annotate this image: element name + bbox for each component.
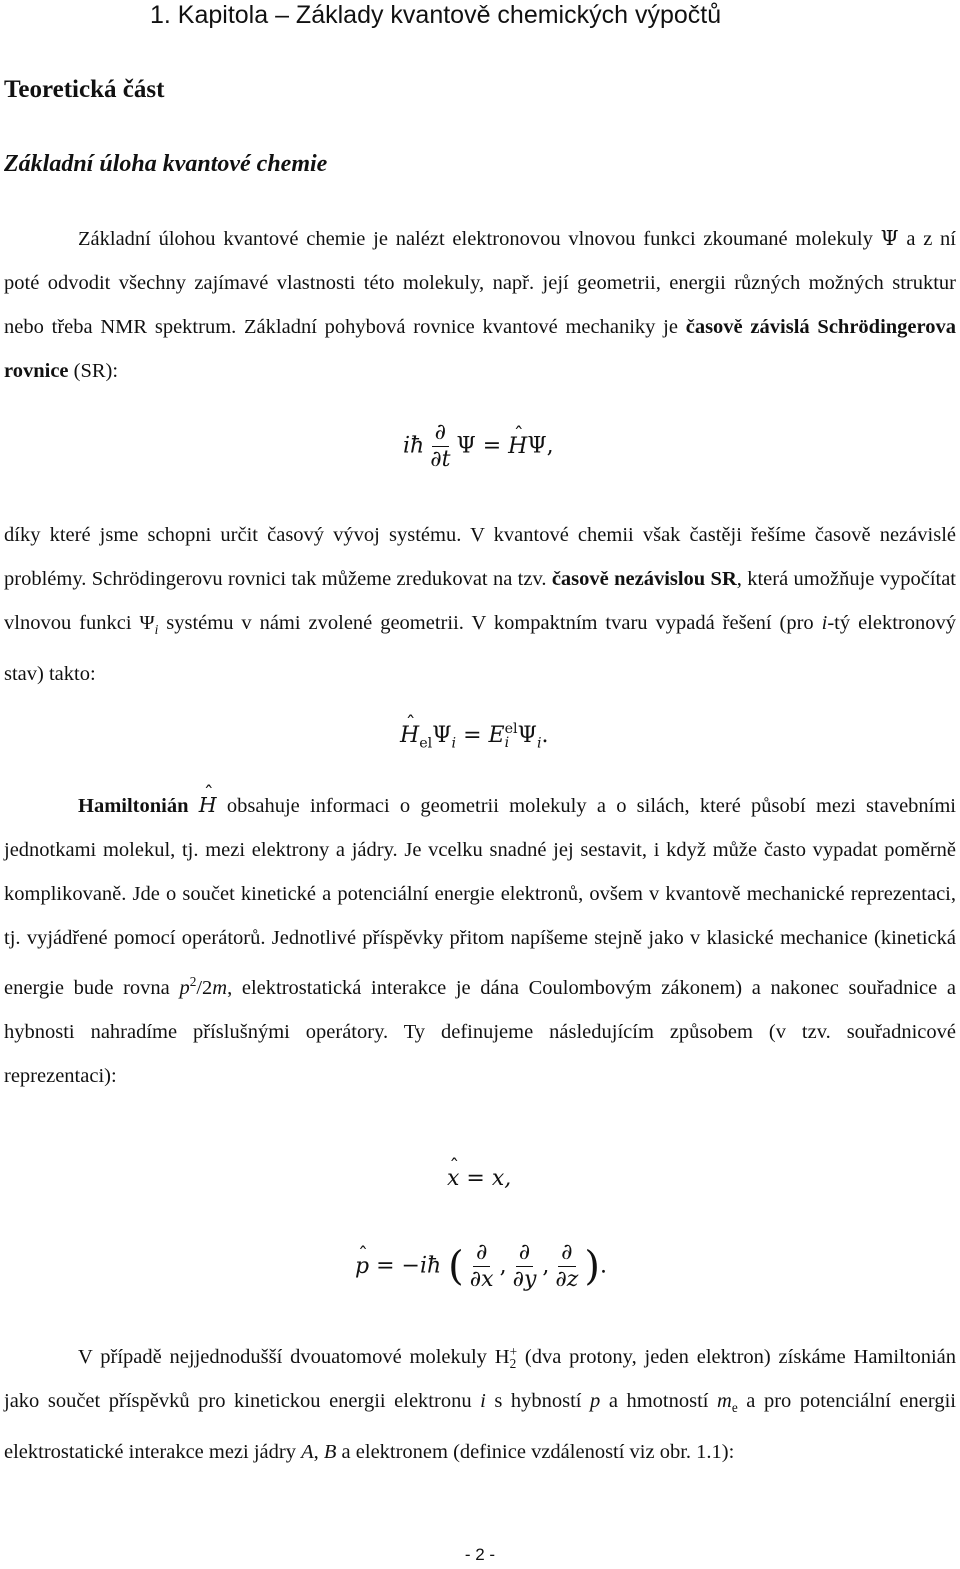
eq2-psi2: Ψ: [517, 723, 537, 748]
italic-A: A: [301, 1441, 314, 1464]
eq4-equals: = −iħ: [369, 1253, 449, 1279]
italic-p: p: [590, 1390, 601, 1412]
eq4-comma1: ,: [499, 1253, 507, 1279]
eq1-equals: =: [475, 433, 509, 459]
psi-symbol: Ψ: [880, 226, 899, 250]
eq4-num-z: ∂: [558, 1240, 575, 1267]
slash-2: /2: [196, 976, 213, 999]
eq2-tail: .: [541, 723, 549, 748]
eq2-hamiltonian: ˆ H: [400, 723, 419, 748]
eq2-energy: E: [488, 723, 505, 748]
eq1-denominator: ∂t: [430, 447, 451, 472]
eq4-comma2: ,: [542, 1253, 550, 1279]
paragraph-2: [4, 513, 956, 696]
eq2-psi: Ψ: [432, 723, 452, 748]
paragraph-4-text-d: a hmotností: [600, 1390, 718, 1412]
eq4-num-y: ∂: [516, 1240, 533, 1267]
h2-plus-ion: [494, 1344, 518, 1372]
psi-i-symbol: [139, 612, 159, 638]
equation-time-dependent-sr: [403, 420, 554, 473]
paragraph-2-text-c: systému v námi zvolené geometrii. V kompaktním tvaru vypadá řešení (pro: [158, 612, 822, 634]
paragraph-1-text-c: (SR):: [68, 360, 119, 382]
paragraph-2-text-a: díky které jsme schopni určit časový vývoj systému. V kvantové chemii však častěji řešíme časově nezávislé problémy. Schrödingerovu rovnici tak můžeme zredukovat na tzv.: [4, 524, 956, 590]
h2-symbol: H: [494, 1346, 510, 1368]
eq2-energy-indices: [505, 722, 518, 750]
superscript-2: 2: [189, 974, 197, 989]
eq3-rhs: x,: [491, 1166, 512, 1191]
eq1-psi: Ψ: [456, 433, 476, 459]
eq1-fraction: [427, 420, 453, 473]
paragraph-2-text-d: -tý elektronový stav) takto:: [4, 612, 956, 686]
eq2-sub-el: el: [419, 735, 433, 752]
chapter-title: 1. Kapitola – Základy kvantově chemických výpočtů: [150, 1, 722, 29]
comma-sep: ,: [313, 1441, 324, 1464]
paragraph-3-text-b: , elektrostatická interakce je dána Coulombovým zákonem) a nakonec souřadnice a hybnosti nahradíme příslušnými operátory. Ty definujeme následujícím způsobem (v tzv. souřadnicové reprezentaci):: [4, 976, 956, 1087]
paragraph-4-text-e: a pro potenciální energii elektrostatické interakce mezi jádry: [4, 1390, 956, 1464]
paragraph-2-text-b: , která umožňuje vypočítat vlnovou funkci: [4, 568, 957, 634]
italic-i: i: [821, 612, 828, 634]
eq4-lparen: (: [448, 1243, 464, 1290]
momentum-p: p: [179, 976, 190, 999]
equation-position-operator: [447, 1166, 511, 1191]
eq4-num-x: ∂: [473, 1240, 490, 1267]
h2-sup-plus: +: [509, 1344, 518, 1360]
paragraph-3: [4, 783, 956, 1098]
eq4-den-x: ∂x: [469, 1267, 494, 1292]
eq4-frac-y: [510, 1240, 540, 1293]
psi-symbol: Ψ: [139, 612, 155, 634]
eq1-numerator: ∂: [432, 420, 449, 447]
paragraph-3-text-a: obsahuje informaci o geometrii molekuly a o silách, které působí mezi stavebními jednotkami molekul, tj. mezi elektrony a jádry. Je vcelku snadné jej sestavit, i když může často vypadat poměrně komplikovaně. Jde o součet kinetické a potenciální energie elektronů, ovšem v kvantově mechanické reprezentaci, tj. vyjádřené pomocí operátorů. Jednotlivé příspěvky přitom napíšeme stejně jako v klasické mechanice (kinetická energie bude rovna: [4, 795, 956, 999]
paragraph-1-text-a: Základní úlohou kvantové chemie je nalézt elektronovou vlnovou funkci zkoumané molekuly: [78, 228, 881, 250]
section-heading: Teoretická část: [4, 76, 165, 103]
eq4-p-operator: ˆ p: [355, 1254, 369, 1279]
eq1-hamiltonian: ˆ H: [508, 434, 527, 459]
eq2-equals: =: [456, 723, 489, 748]
eq1-ihbar: iħ: [403, 433, 425, 459]
eq2-sup-el: el: [504, 721, 518, 737]
paragraph-4-text-b: (dva protony, jeden elektron) získáme Hamiltonián jako součet příspěvků pro kinetickou energii elektronu: [4, 1346, 956, 1412]
eq3-equals: =: [459, 1166, 492, 1191]
eq4-frac-z: [552, 1240, 581, 1293]
eq4-tail: .: [599, 1253, 607, 1279]
eq3-x-operator: ˆ x: [447, 1166, 459, 1191]
paragraph-1: [4, 216, 956, 393]
paragraph-4: [4, 1335, 956, 1474]
page-number: - 2 -: [464, 1545, 496, 1564]
equation-time-independent-sr: [400, 722, 549, 751]
paragraph-4-text-f: a elektronem (definice vzdáleností viz obr. 1.1):: [336, 1441, 735, 1464]
hamiltonian-symbol: ˆ H: [199, 783, 217, 827]
mass-m: m: [212, 976, 228, 999]
italic-i: i: [480, 1390, 486, 1412]
eq4-den-z: ∂z: [555, 1267, 579, 1292]
term-hamiltonian: Hamiltonián: [78, 795, 189, 817]
italic-B: B: [323, 1441, 337, 1464]
eq2-sub-i: i: [451, 735, 457, 752]
paragraph-4-text-c: s hybností: [485, 1390, 591, 1412]
paragraph-1-text-b: a z ní poté odvodit všechny zajímavé vlastnosti této molekuly, např. její geometrii, energii různých možných struktur nebo třeba NMR spektrum. Základní pohybová rovnice kvantové mechaniky je: [4, 228, 956, 338]
term-time-independent-sr: časově nezávislou SR: [551, 568, 737, 590]
subscript-e: e: [731, 1400, 738, 1416]
eq4-rparen: ): [584, 1243, 600, 1290]
subsection-heading: Základní úloha kvantové chemie: [4, 151, 328, 177]
h2-indices: [510, 1346, 518, 1370]
eq1-tail: Ψ,: [527, 433, 554, 459]
italic-m: m: [717, 1390, 732, 1412]
eq2-sub-i3: i: [536, 735, 542, 752]
eq4-den-y: ∂y: [512, 1267, 537, 1292]
equation-momentum-operator: [355, 1240, 607, 1293]
eq2-sub-i2: i: [504, 735, 510, 751]
term-time-dependent-sr: časově závislá Schrödingerova rovnice: [4, 316, 956, 382]
h2-sub-2: 2: [509, 1356, 517, 1372]
subscript-i: i: [154, 622, 159, 638]
paragraph-4-text-a: V případě nejjednodušší dvouatomové molekuly: [78, 1346, 495, 1368]
eq4-frac-x: [467, 1240, 497, 1293]
